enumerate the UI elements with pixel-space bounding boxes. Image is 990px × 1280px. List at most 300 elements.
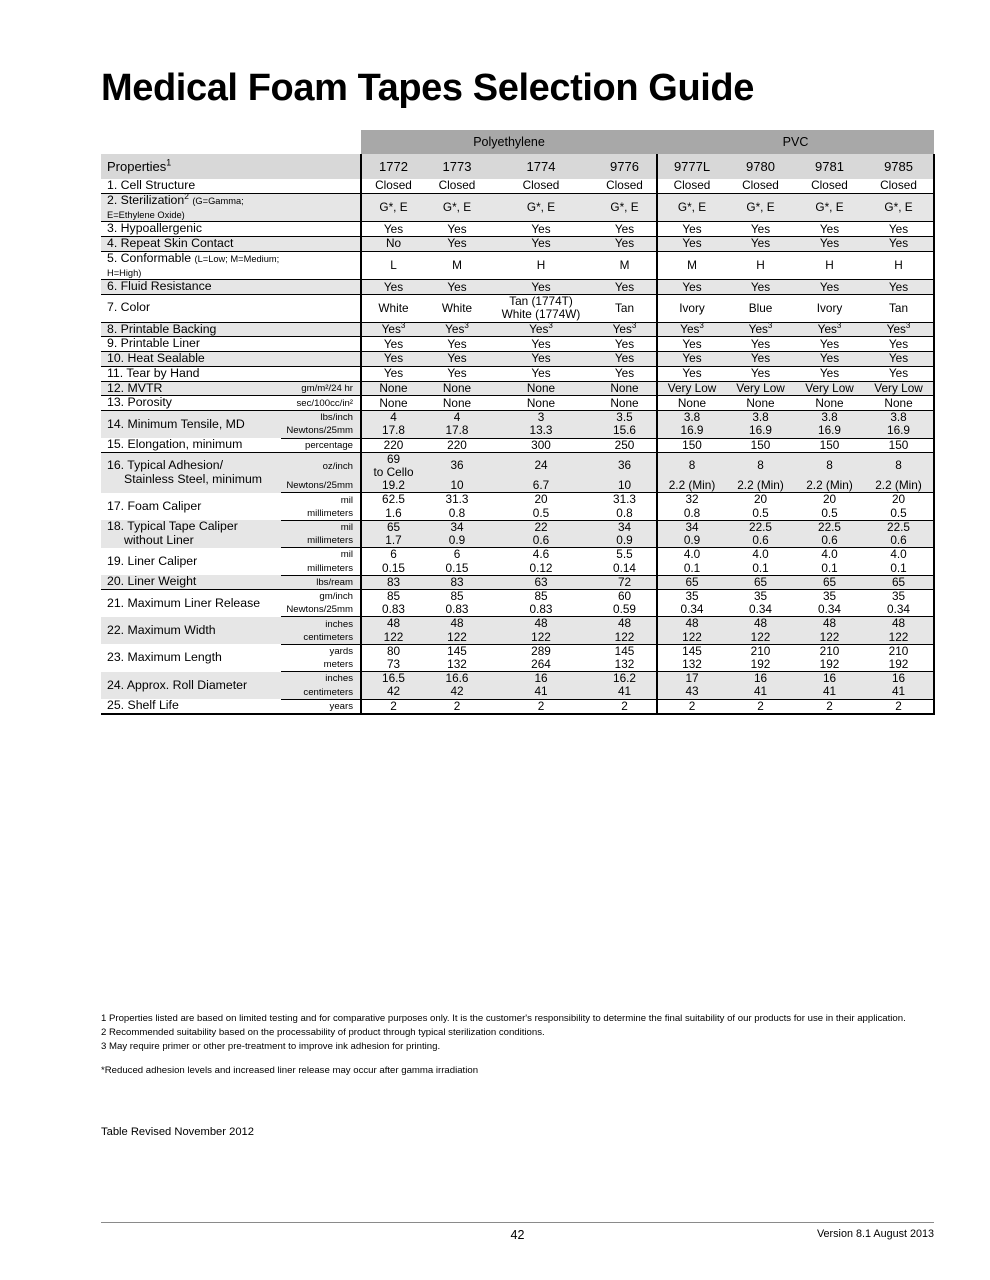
table-cell: Closed	[425, 179, 489, 193]
row-label-3: 3. Hypoallergenic	[101, 222, 281, 237]
table-cell: 10	[593, 479, 657, 493]
table-cell: 192	[726, 658, 795, 672]
row-label-10: 10. Heat Sealable	[101, 352, 281, 367]
table-cell: 0.8	[593, 507, 657, 521]
table-cell: 35	[657, 590, 726, 604]
table-row	[101, 237, 934, 252]
table-cell: 69 to Cello	[361, 452, 425, 479]
table-cell: 16.9	[795, 424, 864, 438]
table-cell: Tan (1774T) White (1774W)	[489, 295, 593, 322]
table-cell: 0.34	[795, 603, 864, 617]
product-column-header-9780: 9780	[726, 154, 795, 179]
row-unit	[281, 237, 361, 252]
table-cell: Yes	[489, 222, 593, 237]
table-cell: 41	[726, 685, 795, 699]
table-cell: Yes	[657, 237, 726, 252]
row-unit	[281, 179, 361, 193]
footnote-2: 2 Recommended suitability based on the processability of product through typical sterilization conditions.	[101, 1027, 545, 1039]
row-unit: years	[281, 699, 361, 714]
row-label-8: 8. Printable Backing	[101, 322, 281, 337]
table-row	[101, 179, 934, 193]
table-cell: 220	[425, 438, 489, 452]
table-cell: 15.6	[593, 424, 657, 438]
table-cell: Yes	[425, 352, 489, 367]
table-cell: Yes	[489, 237, 593, 252]
table-cell: 13.3	[489, 424, 593, 438]
table-cell: 16.5	[361, 672, 425, 686]
table-cell: Yes	[593, 222, 657, 237]
table-cell: Closed	[489, 179, 593, 193]
table-cell: 65	[361, 520, 425, 534]
table-cell: 0.34	[657, 603, 726, 617]
table-cell: 132	[425, 658, 489, 672]
table-cell: Yes	[795, 366, 864, 381]
table-cell: None	[361, 396, 425, 411]
table-cell: 32	[657, 493, 726, 507]
table-row	[101, 222, 934, 237]
spec-table-container	[101, 130, 934, 715]
table-cell: None	[489, 396, 593, 411]
table-cell: Yes	[361, 337, 425, 352]
table-cell: 4.0	[795, 548, 864, 562]
table-cell: 5.5	[593, 548, 657, 562]
table-cell: 41	[795, 685, 864, 699]
row-unit: gm/m²/24 hr	[281, 381, 361, 396]
row-label-20: 20. Liner Weight	[101, 575, 281, 589]
group-band-spacer	[101, 130, 361, 154]
table-cell: 80	[361, 644, 425, 658]
table-cell: Yes	[657, 337, 726, 352]
table-cell: Yes	[864, 366, 934, 381]
table-cell: 48	[726, 617, 795, 631]
table-cell: 48	[361, 617, 425, 631]
table-cell: 132	[657, 658, 726, 672]
table-cell: 16.9	[657, 424, 726, 438]
table-cell: 83	[361, 575, 425, 589]
table-row	[101, 396, 934, 411]
table-cell: 8	[657, 452, 726, 479]
table-cell: H	[864, 251, 934, 280]
row-unit: mil	[281, 493, 361, 507]
table-row	[101, 644, 934, 658]
table-cell: 16.6	[425, 672, 489, 686]
table-cell: 41	[864, 685, 934, 699]
row-label-12: 12. MVTR	[101, 381, 281, 396]
table-cell: 4.6	[489, 548, 593, 562]
table-cell: Tan	[864, 295, 934, 322]
table-cell: 145	[425, 644, 489, 658]
row-label-11: 11. Tear by Hand	[101, 366, 281, 381]
table-row	[101, 575, 934, 589]
table-cell: 31.3	[425, 493, 489, 507]
table-cell: 150	[795, 438, 864, 452]
table-cell: Yes	[795, 337, 864, 352]
table-cell: 122	[657, 631, 726, 645]
row-unit	[281, 295, 361, 322]
table-cell: L	[361, 251, 425, 280]
table-cell: 0.83	[425, 603, 489, 617]
table-cell: Yes	[864, 280, 934, 295]
row-label-9: 9. Printable Liner	[101, 337, 281, 352]
row-unit: mil	[281, 548, 361, 562]
table-cell: 3.8	[657, 411, 726, 425]
row-unit	[281, 322, 361, 337]
table-cell: None	[425, 396, 489, 411]
table-cell: 192	[795, 658, 864, 672]
table-cell: Yes	[726, 222, 795, 237]
table-cell: Yes	[726, 352, 795, 367]
table-cell: 0.9	[425, 534, 489, 548]
row-unit	[281, 280, 361, 295]
product-column-header-9785: 9785	[864, 154, 934, 179]
table-cell: 34	[593, 520, 657, 534]
table-cell: 6.7	[489, 479, 593, 493]
table-cell: 122	[795, 631, 864, 645]
table-cell: 0.1	[726, 562, 795, 576]
table-cell: 220	[361, 438, 425, 452]
table-cell: 2	[425, 699, 489, 714]
table-cell: 0.83	[361, 603, 425, 617]
page-number: 42	[510, 1228, 525, 1242]
table-cell: G*, E	[361, 193, 425, 222]
table-cell: 210	[726, 644, 795, 658]
table-cell: Closed	[361, 179, 425, 193]
table-cell: 122	[864, 631, 934, 645]
table-cell: 65	[726, 575, 795, 589]
table-cell: Yes	[864, 337, 934, 352]
table-cell: 2.2 (Min)	[726, 479, 795, 493]
units-column-header	[281, 154, 361, 179]
row-unit: millimeters	[281, 534, 361, 548]
table-cell: G*, E	[489, 193, 593, 222]
row-label-24: 24. Approx. Roll Diameter	[101, 672, 281, 699]
table-cell: Yes	[864, 352, 934, 367]
table-cell: Yes$^3$	[425, 322, 489, 337]
table-cell: 36	[425, 452, 489, 479]
table-cell: Blue	[726, 295, 795, 322]
row-unit: sec/100cc/in²	[281, 396, 361, 411]
table-cell: 2.2 (Min)	[795, 479, 864, 493]
table-cell: 0.6	[864, 534, 934, 548]
table-cell: 31.3	[593, 493, 657, 507]
table-cell: 35	[795, 590, 864, 604]
table-cell: H	[726, 251, 795, 280]
table-cell: Yes	[425, 366, 489, 381]
table-cell: Yes	[425, 280, 489, 295]
table-cell: 20	[795, 493, 864, 507]
table-row	[101, 322, 934, 337]
table-cell: 85	[489, 590, 593, 604]
product-column-header-1774: 1774	[489, 154, 593, 179]
row-label-14: 14. Minimum Tensile, MD	[101, 411, 281, 438]
table-cell: Yes	[593, 352, 657, 367]
footnotes	[101, 1012, 941, 1078]
table-row	[101, 337, 934, 352]
table-cell: Yes	[425, 237, 489, 252]
table-cell: 85	[425, 590, 489, 604]
row-label-6: 6. Fluid Resistance	[101, 280, 281, 295]
table-cell: 16	[795, 672, 864, 686]
table-row	[101, 411, 934, 425]
table-cell: 34	[657, 520, 726, 534]
table-cell: 3.8	[795, 411, 864, 425]
table-cell: Yes$^3$	[795, 322, 864, 337]
table-cell: 2	[795, 699, 864, 714]
table-cell: Yes	[361, 366, 425, 381]
table-cell: Yes	[657, 366, 726, 381]
row-unit: Newtons/25mm	[281, 479, 361, 493]
table-cell: 4.0	[864, 548, 934, 562]
table-cell: No	[361, 237, 425, 252]
table-cell: 0.6	[795, 534, 864, 548]
footnote-1: 1 Properties listed are based on limited testing and for comparative purposes only. It is the customer's responsibility to determine the final suitability of our products for use in their application.	[101, 1013, 906, 1024]
table-cell: 122	[726, 631, 795, 645]
table-cell: Yes	[593, 337, 657, 352]
group-header-pvc: PVC	[657, 130, 934, 154]
table-cell: 2.2 (Min)	[864, 479, 934, 493]
table-cell: 60	[593, 590, 657, 604]
table-cell: 16	[489, 672, 593, 686]
table-cell: 20	[726, 493, 795, 507]
row-unit: millimeters	[281, 507, 361, 521]
table-cell: Yes	[795, 352, 864, 367]
table-cell: Yes	[657, 352, 726, 367]
row-unit: lbs/inch	[281, 411, 361, 425]
row-label-13: 13. Porosity	[101, 396, 281, 411]
table-cell: 0.9	[593, 534, 657, 548]
column-header-row	[101, 154, 934, 179]
table-cell: 0.12	[489, 562, 593, 576]
table-cell: 19.2	[361, 479, 425, 493]
table-cell: 24	[489, 452, 593, 479]
table-cell: Very Low	[864, 381, 934, 396]
table-cell: 8	[726, 452, 795, 479]
table-row	[101, 280, 934, 295]
table-cell: Tan	[593, 295, 657, 322]
product-column-header-1773: 1773	[425, 154, 489, 179]
table-cell: 0.6	[726, 534, 795, 548]
table-cell: Closed	[864, 179, 934, 193]
row-unit	[281, 251, 361, 280]
version-label: Version 8.1 August 2013	[816, 1228, 934, 1240]
table-cell: Yes	[361, 280, 425, 295]
table-cell: 3.8	[726, 411, 795, 425]
table-cell: 8	[864, 452, 934, 479]
table-cell: Yes	[726, 337, 795, 352]
table-cell: Yes	[864, 222, 934, 237]
table-cell: Yes	[795, 280, 864, 295]
table-cell: 122	[361, 631, 425, 645]
table-cell: 0.15	[361, 562, 425, 576]
table-cell: 0.5	[864, 507, 934, 521]
footnote-3: 3 May require primer or other pre-treatment to improve ink adhesion for printing.	[101, 1041, 441, 1053]
table-row	[101, 548, 934, 562]
table-cell: Yes$^3$	[489, 322, 593, 337]
table-cell: 2	[489, 699, 593, 714]
row-unit: millimeters	[281, 562, 361, 576]
group-band-row	[101, 130, 934, 154]
table-cell: 3.5	[593, 411, 657, 425]
table-revision-date: Table Revised November 2012	[101, 1126, 254, 1138]
table-cell: None	[726, 396, 795, 411]
table-cell: 300	[489, 438, 593, 452]
table-cell: 0.1	[657, 562, 726, 576]
table-cell: 73	[361, 658, 425, 672]
table-cell: Very Low	[795, 381, 864, 396]
table-cell: Yes$^3$	[726, 322, 795, 337]
table-cell: 16.9	[726, 424, 795, 438]
table-cell: 150	[657, 438, 726, 452]
table-cell: Yes	[361, 222, 425, 237]
table-cell: 20	[489, 493, 593, 507]
row-label-15: 15. Elongation, minimum	[101, 438, 281, 452]
row-unit: Newtons/25mm	[281, 603, 361, 617]
row-label-18: 18. Typical Tape Caliper without Liner	[101, 520, 281, 548]
table-cell: 145	[657, 644, 726, 658]
table-cell: 122	[489, 631, 593, 645]
table-cell: 2	[361, 699, 425, 714]
table-cell: Yes	[864, 237, 934, 252]
table-cell: 0.1	[864, 562, 934, 576]
table-cell: G*, E	[657, 193, 726, 222]
table-cell: Yes$^3$	[361, 322, 425, 337]
table-cell: Closed	[795, 179, 864, 193]
table-cell: Yes$^3$	[657, 322, 726, 337]
table-cell: Yes	[593, 237, 657, 252]
table-cell: 17.8	[425, 424, 489, 438]
table-cell: Yes	[489, 352, 593, 367]
table-row	[101, 381, 934, 396]
row-unit	[281, 222, 361, 237]
table-cell: 0.83	[489, 603, 593, 617]
row-label-1: 1. Cell Structure	[101, 179, 281, 193]
table-cell: 20	[864, 493, 934, 507]
table-cell: 85	[361, 590, 425, 604]
table-cell: 0.8	[425, 507, 489, 521]
table-cell: 48	[657, 617, 726, 631]
table-row	[101, 193, 934, 222]
table-row	[101, 366, 934, 381]
table-cell: Yes$^3$	[593, 322, 657, 337]
table-cell: 6	[361, 548, 425, 562]
row-unit: oz/inch	[281, 452, 361, 479]
table-cell: Yes	[593, 280, 657, 295]
product-column-header-9781: 9781	[795, 154, 864, 179]
row-label-17: 17. Foam Caliper	[101, 493, 281, 520]
table-cell: 65	[795, 575, 864, 589]
table-cell: None	[593, 381, 657, 396]
table-cell: 0.6	[489, 534, 593, 548]
row-label-22: 22. Maximum Width	[101, 617, 281, 644]
row-unit: centimeters	[281, 631, 361, 645]
table-cell: 35	[726, 590, 795, 604]
table-cell: G*, E	[726, 193, 795, 222]
table-cell: 6	[425, 548, 489, 562]
table-cell: 192	[864, 658, 934, 672]
product-column-header-1772: 1772	[361, 154, 425, 179]
row-unit: inches	[281, 672, 361, 686]
table-cell: 48	[593, 617, 657, 631]
row-label-7: 7. Color	[101, 295, 281, 322]
row-unit	[281, 193, 361, 222]
table-cell: 250	[593, 438, 657, 452]
table-cell: 4	[361, 411, 425, 425]
product-column-header-9776: 9776	[593, 154, 657, 179]
page-title: Medical Foam Tapes Selection Guide	[101, 67, 754, 110]
table-cell: 17	[657, 672, 726, 686]
table-cell: 0.5	[795, 507, 864, 521]
table-cell: Yes	[361, 352, 425, 367]
table-cell: 22	[489, 520, 593, 534]
table-cell: 2	[593, 699, 657, 714]
table-row	[101, 438, 934, 452]
table-cell: None	[657, 396, 726, 411]
table-cell: 22.5	[795, 520, 864, 534]
table-cell: 4.0	[726, 548, 795, 562]
table-cell: 264	[489, 658, 593, 672]
table-cell: Closed	[657, 179, 726, 193]
row-unit	[281, 337, 361, 352]
table-cell: 72	[593, 575, 657, 589]
table-cell: 1.7	[361, 534, 425, 548]
table-cell: Yes	[726, 280, 795, 295]
table-cell: 4.0	[657, 548, 726, 562]
table-cell: 2	[726, 699, 795, 714]
table-cell: Yes	[657, 222, 726, 237]
table-cell: 41	[593, 685, 657, 699]
row-label-21: 21. Maximum Liner Release	[101, 590, 281, 617]
table-cell: Very Low	[726, 381, 795, 396]
row-label-23: 23. Maximum Length	[101, 644, 281, 671]
table-cell: 210	[795, 644, 864, 658]
row-unit: lbs/ream	[281, 575, 361, 589]
row-unit: percentage	[281, 438, 361, 452]
table-cell: 36	[593, 452, 657, 479]
table-cell: 145	[593, 644, 657, 658]
table-cell: 16.2	[593, 672, 657, 686]
table-cell: 22.5	[864, 520, 934, 534]
row-label-25: 25. Shelf Life	[101, 699, 281, 714]
table-cell: 34	[425, 520, 489, 534]
table-cell: 210	[864, 644, 934, 658]
table-row	[101, 520, 934, 534]
table-cell: 16	[726, 672, 795, 686]
row-unit: meters	[281, 658, 361, 672]
table-cell: 2.2 (Min)	[657, 479, 726, 493]
table-cell: Yes	[489, 337, 593, 352]
table-cell: 122	[593, 631, 657, 645]
row-unit: mil	[281, 520, 361, 534]
table-cell: None	[795, 396, 864, 411]
table-cell: 62.5	[361, 493, 425, 507]
table-cell: 3	[489, 411, 593, 425]
group-header-polyethylene: Polyethylene	[361, 130, 657, 154]
table-cell: Yes	[425, 337, 489, 352]
row-unit: gm/inch	[281, 590, 361, 604]
row-unit: Newtons/25mm	[281, 424, 361, 438]
table-row	[101, 452, 934, 479]
table-cell: 3.8	[864, 411, 934, 425]
table-cell: 150	[726, 438, 795, 452]
table-cell: Yes$^3$	[864, 322, 934, 337]
table-cell: Yes	[726, 366, 795, 381]
table-cell: Yes	[593, 366, 657, 381]
table-cell: 48	[425, 617, 489, 631]
table-cell: H	[489, 251, 593, 280]
table-cell: 132	[593, 658, 657, 672]
table-cell: M	[425, 251, 489, 280]
table-cell: Yes	[795, 237, 864, 252]
